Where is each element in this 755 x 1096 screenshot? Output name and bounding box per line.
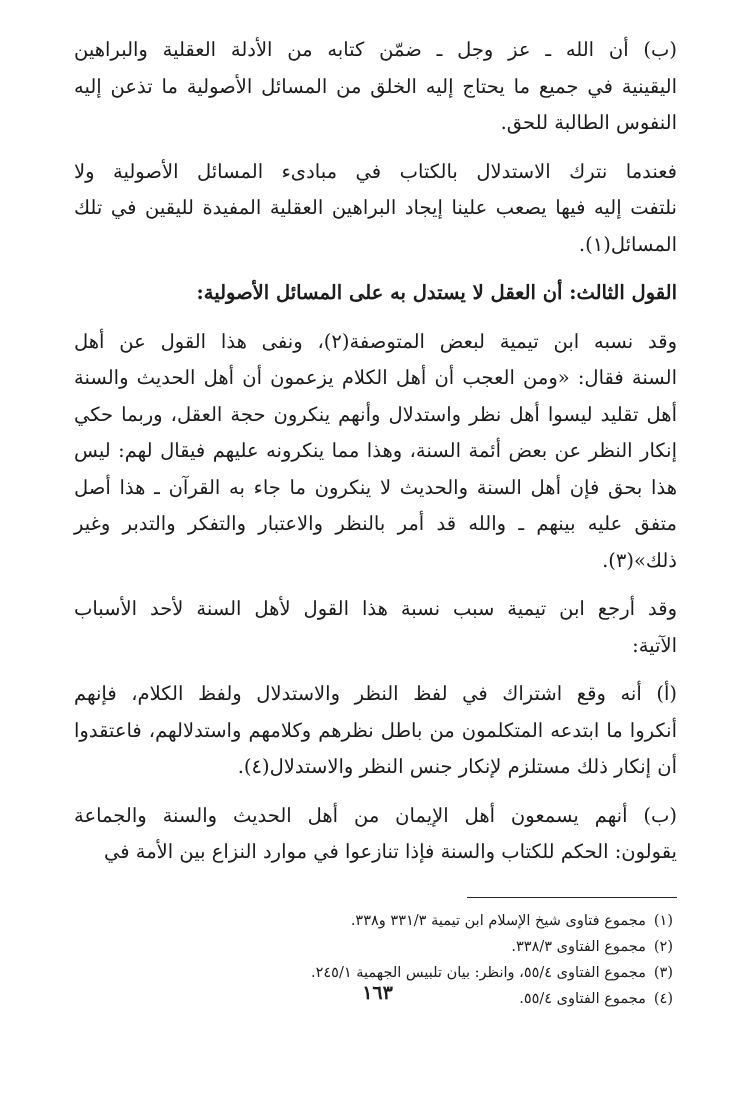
text-line: يقولون: الحكم للكتاب والسنة فإذا تنازعوا في موارد النزاع بين الأمة في [103,840,677,863]
text-line: السنة فقال: «ومن العجب أن أهل الكلام يزعمون أن أهل الحديث والسنة [74,366,677,389]
paragraph [74,324,677,580]
footnote-item [74,934,677,960]
footnote-number: (٤) [653,990,673,1007]
paragraph [74,154,677,264]
text-line: هذا بحق فإن أهل السنة والحديث لا ينكرون ما جاء به القرآن ـ هذا أصل [74,475,677,499]
text-line: متفق عليه بينهم ـ والله قد أمر بالنظر والاعتبار والتفكر والتدبر وغير [74,512,677,535]
text-line: النفوس الطالبة للحق. [500,111,677,134]
section-heading [74,275,677,312]
body-text [74,32,677,871]
paragraph [74,32,677,142]
paragraph [74,676,677,786]
text-line: (ب) أنهم يسمعون أهل الإيمان من أهل الحديث والسنة والجماعة [74,803,677,827]
text-line: (أ) أنه وقع اشتراك في لفظ النظر والاستدلال ولفظ الكلام، فإنهم [74,682,677,705]
footnote-number: (٢) [653,938,673,955]
text-line: أن إنكار ذلك مستلزم لإنكار جنس النظر والاستدلال(٤). [237,755,677,778]
text-line: القول الثالث: أن العقل لا يستدل به على المسائل الأصولية: [196,281,677,304]
footnote-separator [467,897,677,898]
paragraph [74,591,677,664]
text-line: نلتفت إليه فيها يصعب علينا إيجاد البراهين العقلية المفيدة لليقين في تلك [74,196,677,219]
footnote-text: مجموع الفتاوى ٥٥/٤. [519,990,646,1007]
text-line: وقد أرجع ابن تيمية سبب نسبة هذا القول لأهل السنة لأحد الأسباب [74,597,677,620]
footnote-number: (١) [653,912,673,929]
text-line: المسائل(١). [578,232,677,256]
footnote-text: مجموع الفتاوى ٥٥/٤، وانظر: بيان تلبيس الجهمية ٢٤٥/١. [311,964,646,981]
page-number: ١٦٣ [362,982,393,1004]
text-line: الآتية: [632,633,677,657]
footnote-item [74,908,677,934]
paragraph [74,798,677,871]
text-line: أنكروا ما ابتدعه المتكلمون من باطل نظرهم وكلامهم واستدلالهم، فاعتقدوا [74,718,677,742]
text-line: ذلك»(٣). [602,548,677,572]
text-line: اليقينية في جميع ما يحتاج إليه الخلق من المسائل الأصولية ما تذعن إليه [74,74,677,98]
footnote-number: (٣) [653,964,673,981]
text-line: فعندما نترك الاستدلال بالكتاب في مبادىء المسائل الأصولية ولا [74,159,677,183]
text-line: وقد نسبه ابن تيمية لبعض المتوصفة(٢)، ونفى هذا القول عن أهل [74,329,677,353]
text-line: (ب) أن الله ـ عز وجل ـ ضمّن كتابه من الأدلة العقلية والبراهين [74,38,677,61]
footnote-text: مجموع فتاوى شيخ الإسلام ابن تيمية ٣٣١/٣ و٣٣٨. [350,912,646,929]
text-line: إنكار النظر عن بعض أئمة السنة، وهذا مما ينكرونه عليهم فيقال لهم: ليس [74,439,677,462]
footnote-text: مجموع الفتاوى ٣٣٨/٣. [511,938,646,955]
text-line: أهل تقليد ليسوا أهل نظر واستدلال وأنهم ينكرون حجة العقل، وربما حكي [74,402,677,426]
